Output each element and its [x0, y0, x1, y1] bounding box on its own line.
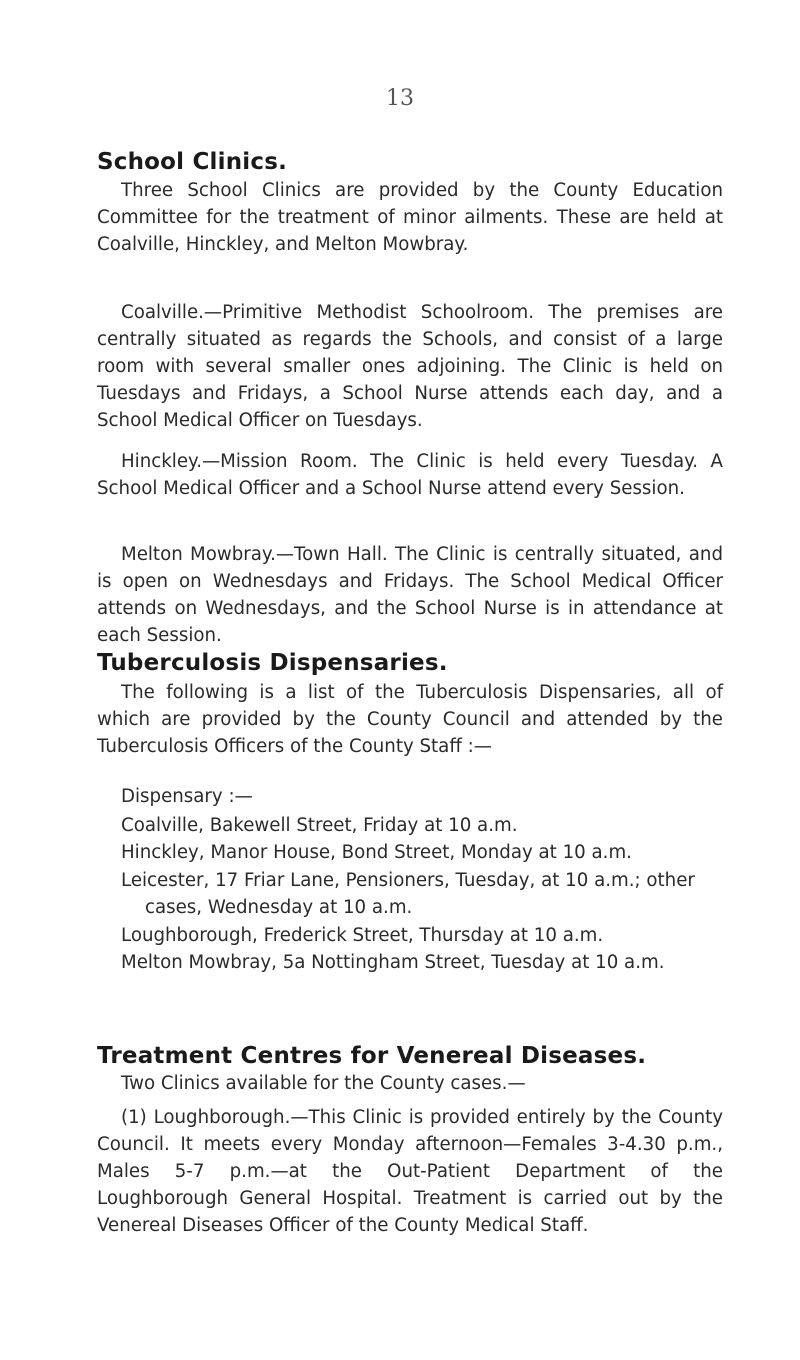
school-clinics-heading: School Clinics. — [97, 149, 288, 175]
dispensary-item: Loughborough, Frederick Street, Thursday at 10 a.m. — [121, 924, 604, 946]
dispensary-item: Melton Mowbray, 5a Nottingham Street, Tuesday at 10 a.m. — [121, 952, 665, 974]
school-clinics-intro: Three School Clinics are provided by the County Education Committee for the treatment of minor ailments. These are held at Coalville, Hinckley, and Melton Mowbray. — [97, 180, 723, 255]
dispensary-item: Leicester, 17 Friar Lane, Pensioners, Tuesday, at 10 a.m.; other cases, Wednesday at 10 a.m. — [121, 869, 695, 919]
dispensary-label: Dispensary :— — [121, 786, 253, 807]
coalville-clinic-paragraph: Coalville.—Primitive Methodist Schoolroom. The premises are centrally situated as regards the Schools, and consist of a large room with several smaller ones adjoining. The Clinic is held on Tuesdays and Fridays, a School Nurse attends each day, and a School Medical Officer on Tuesdays. — [97, 302, 723, 431]
tuberculosis-heading: Tuberculosis Dispensaries. — [97, 650, 448, 676]
melton-clinic-paragraph: Melton Mowbray.—Town Hall. The Clinic is centrally situated, and is open on Wednesdays and Fridays. The School Medical Officer attends on Wednesdays, and the School Nurse is in attendance at each Session. — [97, 544, 723, 646]
hinckley-clinic-paragraph: Hinckley.—Mission Room. The Clinic is held every Tuesday. A School Medical Officer and a School Nurse attend every Session. — [97, 451, 723, 499]
tuberculosis-intro: The following is a list of the Tuberculosis Dispensaries, all of which are provided by the County Council and attended by the Tuberculosis Officers of the County Staff :— — [97, 682, 723, 757]
dispensary-item: Coalville, Bakewell Street, Friday at 10 a.m. — [121, 815, 518, 836]
page-number: 13 — [386, 86, 414, 111]
venereal-heading: Treatment Centres for Venereal Diseases. — [97, 1043, 647, 1069]
loughborough-clinic-paragraph: (1) Loughborough.—This Clinic is provided entirely by the County Council. It meets every Monday afternoon—Females 3-4.30 p.m., Males 5-7 p.m.—at the Out-Patient Department of the Loughborough General Hospital. Treatment is carried out by the Venereal Diseases Officer of the County Medical Staff. — [97, 1107, 723, 1236]
dispensary-item: Hinckley, Manor House, Bond Street, Monday at 10 a.m. — [121, 842, 632, 864]
venereal-intro: Two Clinics available for the County cases.— — [121, 1073, 526, 1094]
dispensary-list — [121, 812, 741, 976]
